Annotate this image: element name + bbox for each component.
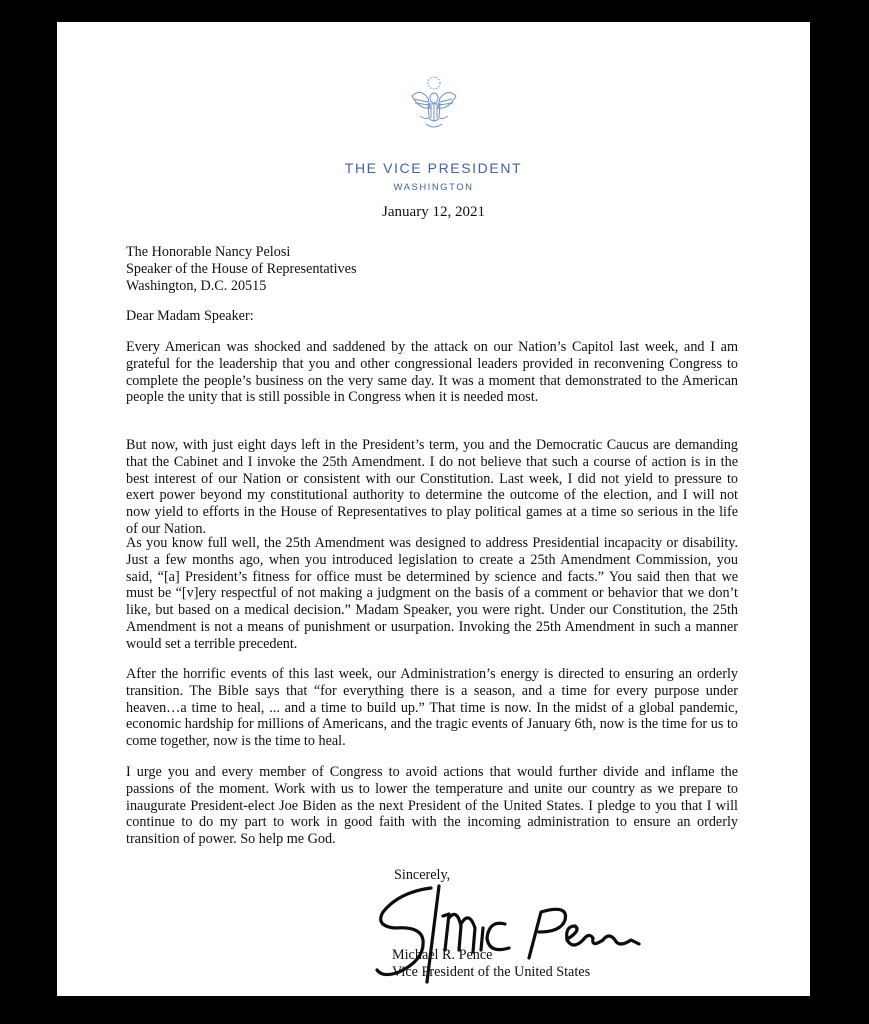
paragraph-text: But now, with just eight days left in the President’s term, you and the Democratic Caucus are demanding that the Cabinet and I invoke the 25th Amendment. I do not believe that such a course of action is in the best interest of our Nation or consistent with our Constitution. Last week, I did not yield to pressure to exert power beyond my constitutional authority to determine the outcome of the election, and I will not now yield to efforts in the House of Representatives to play political games at a time so serious in the life of our Nation.: [126, 437, 738, 537]
letter-page: [57, 22, 810, 996]
body-paragraph-1: [126, 339, 738, 406]
recipient-name: The Honorable Nancy Pelosi: [126, 244, 291, 260]
closing: Sincerely,: [394, 867, 451, 883]
paragraph-text: As you know full well, the 25th Amendment was designed to address Presidential incapacity or disability. Just a few months ago, when you introduced legislation to create a 25th Amendment Commission, you said, “[a] President’s fitness for office must be determined by science and facts.” You said then that we must be “[v]ery respectful of not making a judgment on the basis of a comment or behavior that we don’t like, but based on a medical decision.” Madam Speaker, you were right. Under our Constitution, the 25th Amendment is not a means of punishment or usurpation. Invoking the 25th Amendment in such a manner would set a terrible precedent.: [126, 535, 738, 652]
body-paragraph-5: [126, 764, 738, 848]
letter-date: January 12, 2021: [382, 204, 485, 220]
recipient-address-block: [126, 244, 738, 294]
letterhead-title: THE VICE PRESIDENT: [344, 160, 523, 176]
body-paragraph-3: [126, 535, 738, 653]
paragraph-text: Every American was shocked and saddened by the attack on our Nation’s Capitol last week, and I am grateful for the leadership that you and other congressional leaders provided in reconvening Congress to complete the people’s business on the very same day. It was a moment that demonstrated to the American people the unity that is still possible in Congress when it is needed most.: [126, 339, 738, 406]
recipient-position: Speaker of the House of Representatives: [126, 260, 357, 277]
vice-presidential-seal-icon: [406, 74, 462, 134]
body-paragraph-4: [126, 666, 738, 750]
signer-title: Vice President of the United States: [392, 964, 591, 980]
letterhead-location: WASHINGTON: [393, 182, 474, 193]
paragraph-text: After the horrific events of this last week, our Administration’s energy is directed to ensuring an orderly transition. The Bible says that “for everything there is a season, and a time for every purpose under heaven…a time to heal, ... and a time to build up.” That time is now. In the midst of a global pandemic, economic hardship for millions of Americans, and the tragic events of January 6th, now is the time for us to come together, now is the time to heal.: [126, 666, 738, 750]
paragraph-text: I urge you and every member of Congress to avoid actions that would further divide and inflame the passions of the moment. Work with us to lower the temperature and unite our country as we prepare to inaugurate President-elect Joe Biden as the next President of the United States. I pledge to you that I will continue to do my part to work in good faith with the incoming administration to ensure an orderly transition of power. So help me God.: [126, 764, 738, 848]
body-paragraph-2: [126, 437, 738, 538]
signer-name: Michael R. Pence: [392, 947, 493, 963]
recipient-address: Washington, D.C. 20515: [126, 277, 267, 294]
handwritten-signature: [369, 874, 659, 984]
salutation: Dear Madam Speaker:: [126, 308, 254, 324]
